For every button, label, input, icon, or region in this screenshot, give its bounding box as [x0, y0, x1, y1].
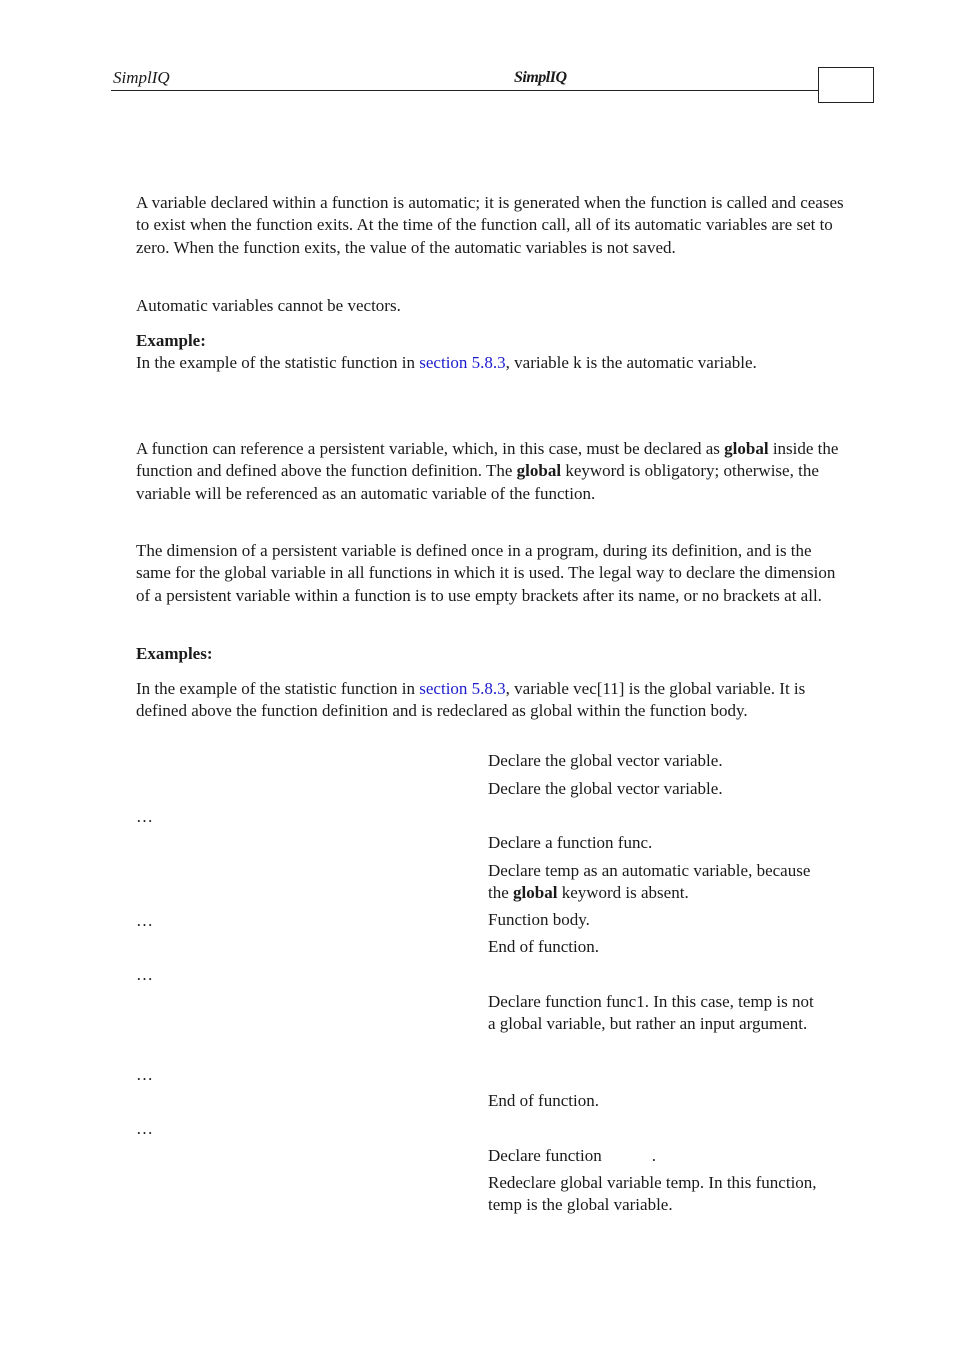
global-keyword: global	[516, 461, 562, 481]
desc-row-1: Declare the global vector variable.	[488, 751, 723, 770]
global-keyword: global	[724, 439, 769, 458]
auto-example-label	[136, 330, 846, 352]
ellipsis: …	[136, 965, 153, 984]
desc-row-8: End of function.	[488, 1091, 599, 1110]
r9-a: Declare function	[488, 1146, 602, 1165]
global-keyword: global	[513, 883, 558, 903]
pex-post: , variable vec[11] is the global variable. It is defined above the function definition and is redeclared as global within the function body.	[136, 679, 806, 721]
desc-row-10: Redeclare global variable temp. In this function, temp is the global variable.	[488, 1173, 817, 1215]
page-number-box	[818, 67, 874, 103]
desc-row-9	[488, 1145, 818, 1167]
ellipsis: …	[136, 911, 153, 930]
section-link[interactable]: section 5.8.3	[419, 353, 506, 372]
auto-paragraph-1: A variable declared within a function is automatic; it is generated when the function is called and ceases to exist when the function exits. At the time of the function call, all of its automatic variables are set to zero. When the function exits, the value of the automatic variables is not saved.	[136, 193, 844, 257]
header-title: SimplIQ	[113, 68, 170, 87]
pp1-c: keyword is obligatory; otherwise, the variable will be referenced as an automatic variable of the function.	[136, 461, 819, 503]
auto-example-text	[136, 352, 846, 374]
examples-label	[136, 643, 846, 665]
section-link[interactable]: section 5.8.3	[419, 679, 506, 698]
r9-b: .	[651, 1146, 656, 1165]
header-rule	[111, 90, 819, 91]
pp1-a: A function can reference a persistent variable, which, in this case, must be declared as	[136, 439, 725, 458]
r4-a: Declare temp as an automatic variable, because the	[488, 861, 811, 903]
desc-row-5: Function body.	[488, 910, 590, 929]
desc-row-2: Declare the global vector variable.	[488, 779, 723, 798]
desc-row-4	[488, 860, 818, 905]
example-text-post: , variable k is the automatic variable.	[505, 353, 757, 372]
persistent-paragraph-1	[136, 438, 846, 505]
persistent-paragraph-2: The dimension of a persistent variable is defined once in a program, during its definition, and is the same for the global variable in all functions in which it is used. The legal way to declare the dimension of a persistent variable within a function is to use empty brackets after its name, or no brackets at all.	[136, 541, 836, 605]
pp1-b: inside the function and defined above the function definition. The	[136, 439, 839, 481]
persistent-example-text	[136, 678, 846, 723]
examples-heading: Examples:	[136, 644, 213, 663]
r4-b: keyword is absent.	[557, 883, 689, 903]
pex-pre: In the example of the statistic function in	[136, 679, 420, 698]
desc-row-7: Declare function func1. In this case, temp is not a global variable, but rather an input argument.	[488, 992, 814, 1034]
auto-paragraph-2: Automatic variables cannot be vectors.	[136, 296, 401, 315]
example-heading: Example:	[136, 331, 206, 350]
ellipsis: …	[136, 1065, 153, 1084]
ellipsis: …	[136, 1119, 153, 1138]
example-text-pre: In the example of the statistic function in	[136, 353, 420, 372]
desc-row-6: End of function.	[488, 937, 599, 956]
desc-row-3: Declare a function func.	[488, 833, 653, 852]
header-logo: SimplIQ	[514, 69, 567, 86]
ellipsis: …	[136, 807, 153, 826]
